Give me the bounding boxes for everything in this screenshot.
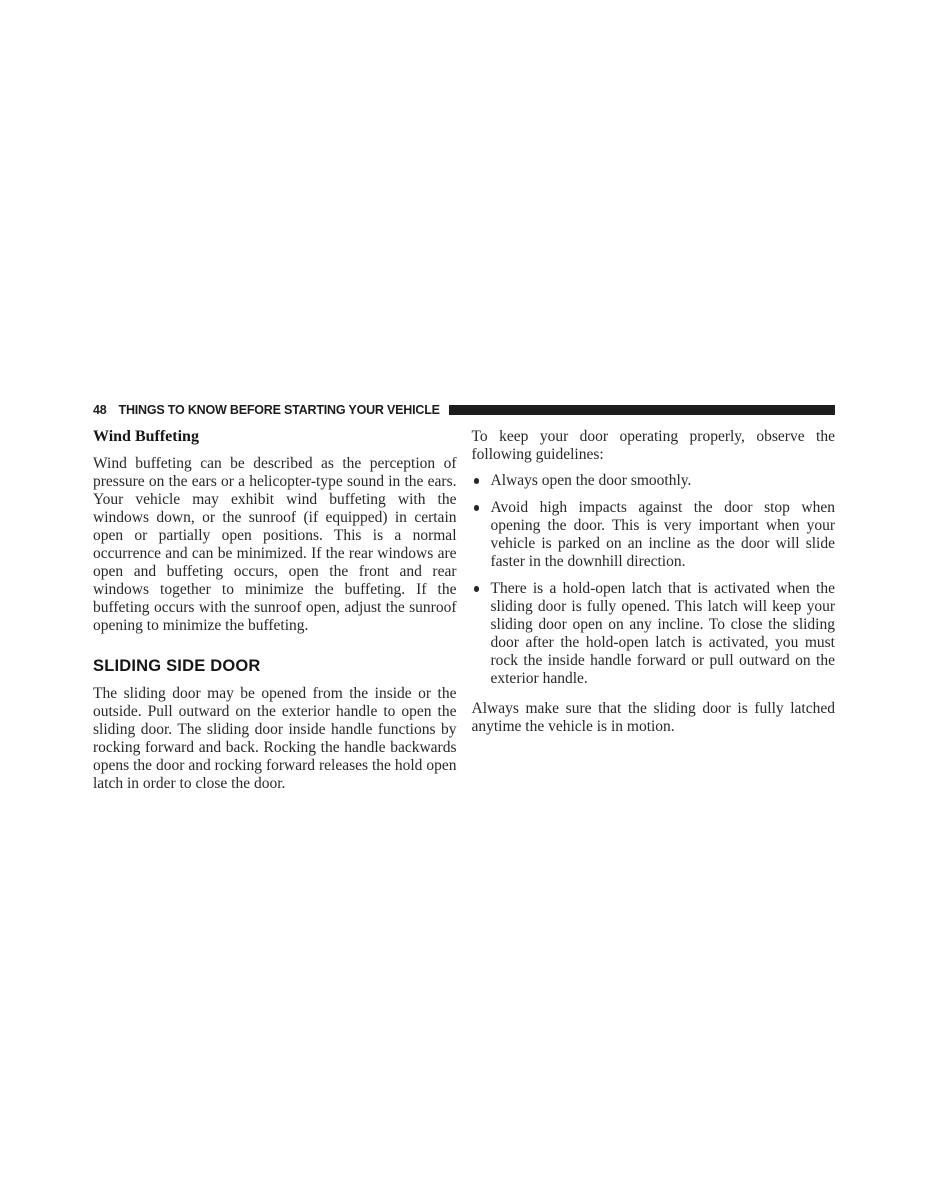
list-item <box>472 472 836 490</box>
guidelines-bullet-list <box>472 472 836 688</box>
bullet-icon <box>474 586 480 592</box>
right-column <box>472 428 836 793</box>
bullet-text: Always open the door smoothly. <box>490 472 692 489</box>
left-column <box>93 428 457 793</box>
guidelines-intro-paragraph: To keep your door operating properly, observe the following guidelines: <box>471 428 835 463</box>
bullet-text: Avoid high impacts against the door stop when opening the door. This is very important when your vehicle is parked on an incline as the door will slide faster in the downhill direction. <box>490 499 835 570</box>
bullet-icon <box>474 505 480 511</box>
wind-buffeting-heading: Wind Buffeting <box>93 428 199 445</box>
list-item <box>472 499 836 571</box>
bullet-icon <box>474 478 480 484</box>
sliding-side-door-heading: SLIDING SIDE DOOR <box>93 657 261 675</box>
header-rule-bar <box>449 405 835 415</box>
page-content <box>93 402 835 793</box>
bullet-text: There is a hold-open latch that is activated when the sliding door is fully opened. This latch will keep your sliding door open on any incline. To close the sliding door after the hold-open latch is activated, you must rock the inside handle forward or pull outward on the exterior handle. <box>490 580 835 687</box>
closing-paragraph: Always make sure that the sliding door is fully latched anytime the vehicle is in motion. <box>471 700 835 735</box>
header-title: THINGS TO KNOW BEFORE STARTING YOUR VEHICLE <box>118 402 440 417</box>
wind-buffeting-paragraph: Wind buffeting can be described as the perception of pressure on the ears or a helicopter-type sound in the ears. Your vehicle may exhibit wind buffeting with the windows down, or the sunroof (if equipped) in certain open or partially open positions. This is a normal occurrence and can be minimized. If the rear windows are open and buffeting occurs, open the front and rear windows together to minimize the buffeting. If the buffeting occurs with the sunroof open, adjust the sunroof opening to minimize the buffeting. <box>93 455 457 634</box>
page-number: 48 <box>93 402 107 417</box>
list-item <box>472 580 836 688</box>
sliding-side-door-paragraph: The sliding door may be opened from the inside or the outside. Pull outward on the exterior handle to open the sliding door. The sliding door inside handle functions by rocking forward and back. Rocking the handle backwards opens the door and rocking forward releases the hold open latch in order to close the door. <box>93 685 457 792</box>
two-column-layout <box>93 428 835 793</box>
running-header <box>93 402 835 417</box>
